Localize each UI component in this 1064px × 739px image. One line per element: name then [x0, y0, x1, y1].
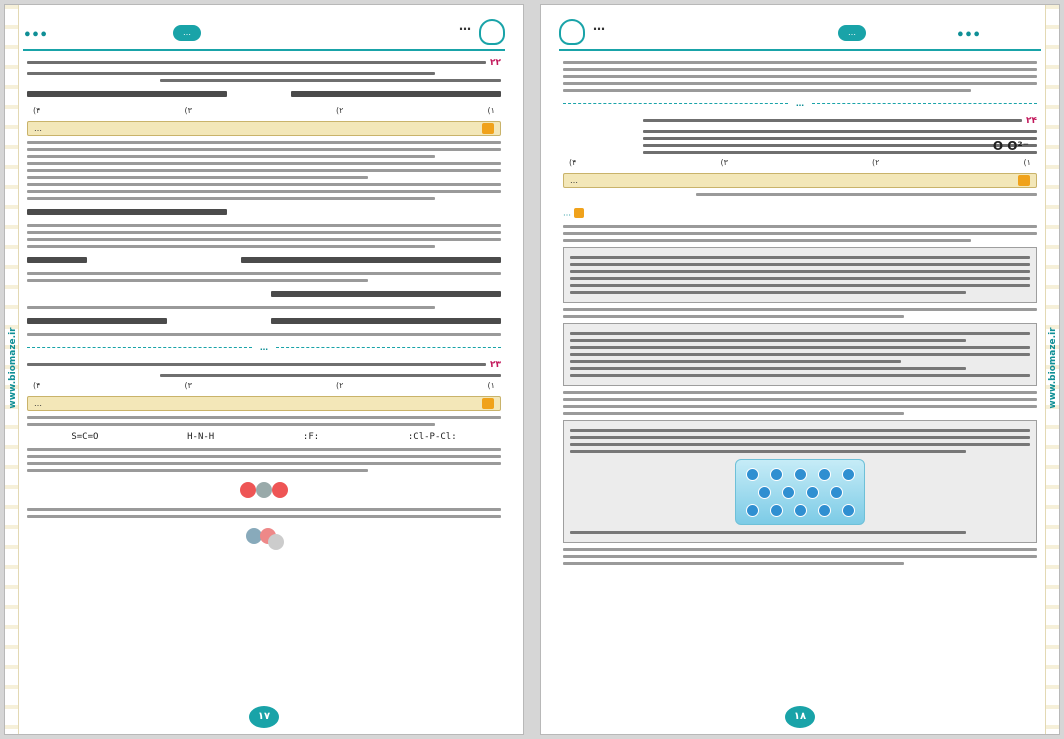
lightbulb-icon: [574, 208, 584, 218]
page-content: [563, 57, 1037, 700]
answer-options-2: [27, 381, 501, 390]
lewis-pcl: :Cl-P-Cl:: [407, 432, 457, 442]
answer-icon: [482, 398, 494, 409]
answer-label: …: [570, 176, 578, 185]
section-divider: [27, 343, 501, 352]
page-content: [27, 57, 501, 700]
group-logo-icon: [479, 19, 505, 45]
option-3[interactable]: (۳: [720, 158, 728, 167]
answer-label: …: [34, 124, 42, 133]
group-name: …: [593, 19, 605, 33]
answer-options: [27, 106, 501, 115]
series-pill: …: [838, 25, 866, 41]
brand-logo: …: [956, 13, 981, 42]
lewis-structures: [27, 432, 501, 442]
tip-text: …: [563, 208, 571, 217]
lewis-of: :F:: [302, 432, 320, 442]
option-1[interactable]: (۱: [1023, 158, 1031, 167]
answer-key-bar: [563, 173, 1037, 188]
side-url: [6, 305, 18, 435]
answer-key-bar: [27, 121, 501, 136]
option-2[interactable]: (۲: [872, 158, 880, 167]
divider-title: …: [260, 343, 268, 352]
side-url-text: www.biomaze.ir: [1048, 327, 1058, 409]
group-name: …: [459, 19, 471, 33]
option-3[interactable]: (۳: [184, 381, 192, 390]
page-header: [23, 11, 505, 51]
question-number: ۲۴: [1026, 115, 1037, 126]
ions-figure: O O²⁻: [992, 139, 1029, 153]
molecule-model-2: [238, 524, 290, 548]
group-logo-icon: [559, 19, 585, 45]
answer-icon: [1018, 175, 1030, 186]
side-url-text: www.biomaze.ir: [8, 327, 18, 409]
note-box-3: [563, 420, 1037, 543]
divider-title: …: [796, 99, 804, 108]
option-4[interactable]: (۴: [33, 106, 41, 115]
page-number: ۱۷: [249, 706, 279, 728]
answer-options: [563, 158, 1037, 167]
page-header: [559, 11, 1041, 51]
answer-label: …: [34, 399, 42, 408]
brand-logo: …: [23, 13, 48, 42]
option-1[interactable]: (۱: [487, 106, 495, 115]
page-18: [540, 4, 1060, 735]
page-number: ۱۸: [785, 706, 815, 728]
percent-equation: [27, 315, 501, 327]
option-4[interactable]: (۴: [569, 158, 577, 167]
answer-icon: [482, 123, 494, 134]
answer-key-bar-2: [27, 396, 501, 411]
option-2[interactable]: (۲: [336, 381, 344, 390]
mass-equation: [27, 288, 501, 300]
lewis-sco: S=C=O: [71, 432, 99, 442]
reaction-equation: [27, 88, 501, 100]
option-1[interactable]: (۱: [487, 381, 495, 390]
section-divider: [563, 99, 1037, 108]
tip-label: [563, 208, 584, 218]
option-4[interactable]: (۴: [33, 381, 41, 390]
side-url: [1046, 305, 1058, 435]
reaction-equation-2: [27, 206, 501, 218]
note-box-1: [563, 247, 1037, 303]
lewis-nh: H-N-H: [187, 432, 215, 442]
series-pill: …: [173, 25, 201, 41]
metal-crystal-diagram: [735, 459, 865, 525]
page-17: [4, 4, 524, 735]
note-box-2: [563, 323, 1037, 386]
question-number: ۲۲: [490, 57, 501, 68]
option-2[interactable]: (۲: [336, 106, 344, 115]
option-3[interactable]: (۳: [184, 106, 192, 115]
molecule-model-1: [238, 478, 290, 502]
gas-ratio-equation: [27, 254, 501, 266]
question-number-2: ۲۳: [490, 359, 501, 370]
